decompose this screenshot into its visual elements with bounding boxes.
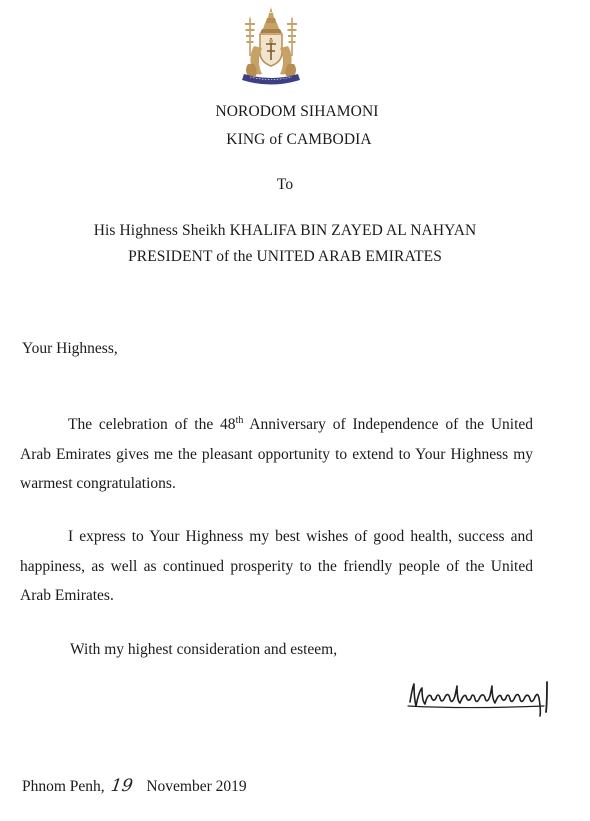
city: Phnom Penh, <box>22 778 105 795</box>
sender-title: KING of CAMBODIA <box>226 131 372 148</box>
handwritten-signature <box>404 672 556 720</box>
closing-line: With my highest consideration and esteem, <box>70 641 338 658</box>
sender-name: NORODOM SIHAMONI <box>215 103 379 120</box>
paragraph2-text: I express to Your Highness my best wishes of good health, success and happiness, as well as continued prosperity to the friendly people of the United Arab Emirates. <box>20 528 533 604</box>
salutation: Your Highness, <box>22 340 118 357</box>
royal-crest-icon <box>236 6 306 88</box>
date-line <box>22 773 247 800</box>
paragraph1-text-start: The celebration of the 48 <box>68 416 236 433</box>
to-label: To <box>276 176 294 193</box>
ordinal-suffix: th <box>235 414 244 426</box>
paragraph1-text-end: Anniversary of Independence of the United Arab Emirates gives me the pleasant opportunity to extend to Your Highness my warmest congratulations. <box>20 416 534 492</box>
recipient-name: His Highness Sheikh KHALIFA BIN ZAYED AL NAHYAN <box>93 222 477 239</box>
month-year: November 2019 <box>146 778 247 795</box>
recipient-title: PRESIDENT of the UNITED ARAB EMIRATES <box>128 248 442 265</box>
congratulations-paragraph <box>20 410 533 499</box>
wishes-paragraph <box>20 522 533 611</box>
handwritten-day: 19 <box>109 776 134 796</box>
